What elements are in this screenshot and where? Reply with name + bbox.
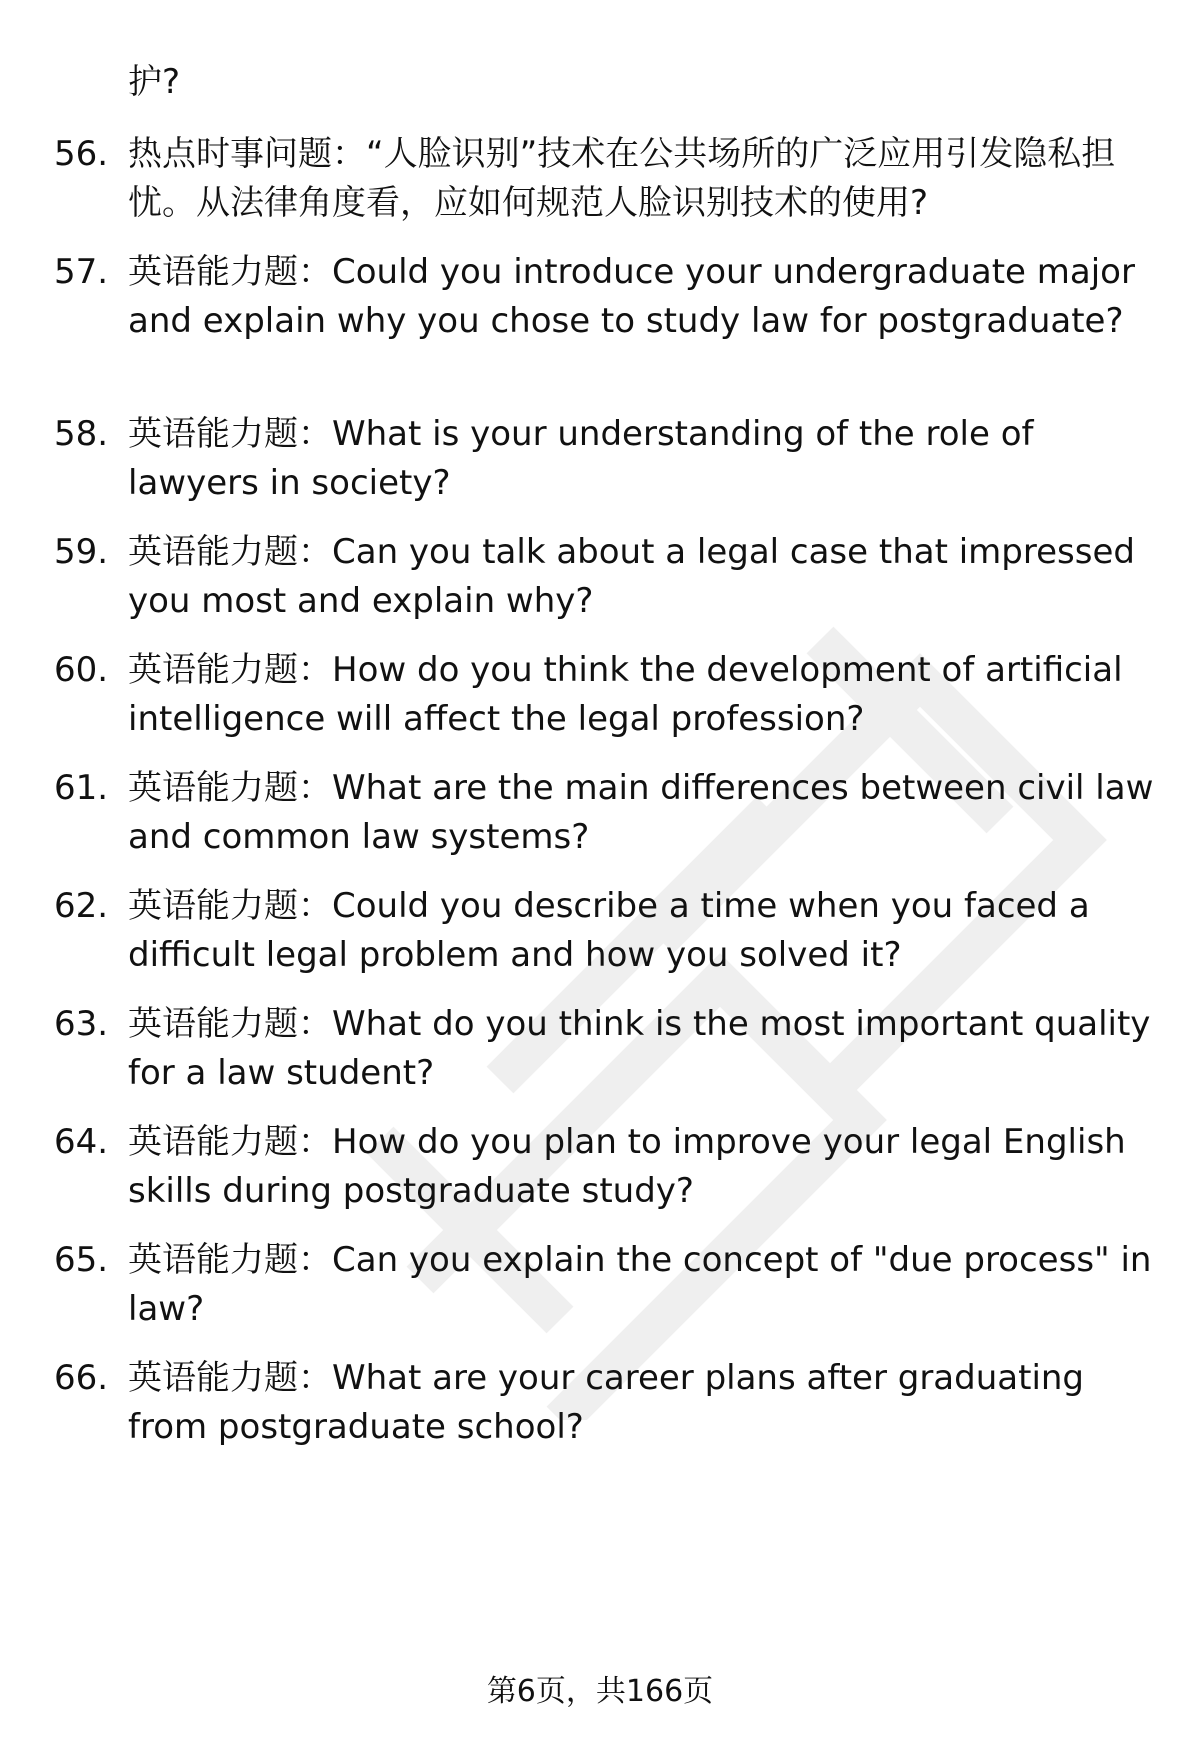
question-text: 英语能力题：What is your understanding of the role of lawyers in society? <box>128 414 1034 503</box>
question-text: 英语能力题：What do you think is the most important quality for a law student? <box>128 1004 1151 1093</box>
question-number: 60. <box>54 650 109 690</box>
question-number: 65. <box>54 1240 109 1280</box>
question-number: 59. <box>54 532 109 572</box>
question-text: 英语能力题：How do you think the development of artificial intelligence will affect the legal profession? <box>128 650 1123 739</box>
question-number: 56. <box>54 134 109 174</box>
question-number: 64. <box>54 1122 109 1162</box>
question-text: 英语能力题：Can you explain the concept of "due process" in law? <box>128 1240 1152 1329</box>
question-number: 57. <box>54 252 109 292</box>
question-number: 61. <box>54 768 109 808</box>
question-text: 英语能力题：Could you describe a time when you faced a difficult legal problem and how you solved it? <box>128 886 1090 975</box>
continuation-text: 护? <box>128 62 181 102</box>
question-text: 热点时事问题：“人脸识别”技术在公共场所的广泛应用引发隐私担忧。从法律角度看，应如何规范人脸识别技术的使用? <box>128 134 1116 223</box>
question-text: 英语能力题：What are your career plans after graduating from postgraduate school? <box>128 1358 1085 1447</box>
page-number-footer: 第6页，共166页 <box>486 1674 714 1709</box>
question-number: 62. <box>54 886 109 926</box>
question-number: 58. <box>54 414 109 454</box>
question-text: 英语能力题：Could you introduce your undergraduate major and explain why you chose to study law for postgraduate? <box>128 252 1135 341</box>
question-text: 英语能力题：Can you talk about a legal case that impressed you most and explain why? <box>128 532 1135 621</box>
question-text: 英语能力题：How do you plan to improve your legal English skills during postgraduate study? <box>128 1122 1126 1211</box>
question-number: 63. <box>54 1004 109 1044</box>
question-number: 66. <box>54 1358 109 1398</box>
question-text: 英语能力题：What are the main differences between civil law and common law systems? <box>128 768 1154 857</box>
